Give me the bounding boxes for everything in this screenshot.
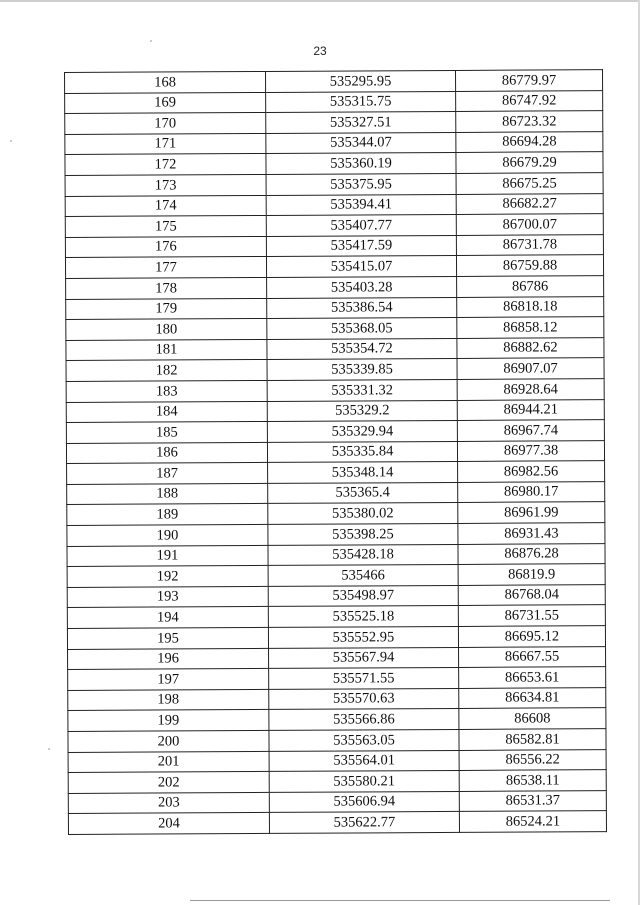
point-number-cell: 200 [68,730,269,752]
table-row [65,90,603,113]
point-number-cell: 190 [67,525,268,547]
y-coordinate-cell: 86931.43 [458,523,605,544]
point-number-cell: 176 [65,236,266,258]
point-number-cell: 177 [65,257,266,279]
x-coordinate-cell: 535386.54 [267,297,457,319]
table-row [65,152,603,175]
table-row [66,399,604,422]
y-coordinate-cell: 86876.28 [458,543,605,564]
table-row [65,131,603,154]
table-row [66,440,604,463]
point-number-cell: 182 [66,360,267,382]
x-coordinate-cell: 535417.59 [266,235,456,257]
x-coordinate-cell: 535428.18 [268,544,458,566]
x-coordinate-cell: 535563.05 [269,729,459,751]
x-coordinate-cell: 535580.21 [269,771,459,793]
table-row [66,317,604,340]
point-number-cell: 195 [67,627,268,649]
point-number-cell: 184 [66,401,267,423]
y-coordinate-cell: 86682.27 [456,193,603,214]
x-coordinate-cell: 535339.85 [267,359,457,381]
point-number-cell: 172 [65,154,266,176]
y-coordinate-cell: 86882.62 [457,337,604,358]
table-row [68,708,606,731]
x-coordinate-cell: 535360.19 [266,153,456,175]
y-coordinate-cell: 86928.64 [457,379,604,400]
x-coordinate-cell: 535606.94 [269,791,459,813]
y-coordinate-cell: 86556.22 [459,749,606,770]
point-number-cell: 168 [65,71,266,93]
x-coordinate-cell: 535394.41 [266,194,456,216]
x-coordinate-cell: 535570.63 [269,688,459,710]
y-coordinate-cell: 86779.97 [455,70,602,91]
y-coordinate-cell: 86538.11 [459,770,606,791]
x-coordinate-cell: 535295.95 [265,70,455,92]
point-number-cell: 199 [68,710,269,732]
x-coordinate-cell: 535344.07 [266,132,456,154]
point-number-cell: 202 [68,772,269,794]
point-number-cell: 179 [66,298,267,320]
table-row [68,770,606,793]
scan-speck [48,748,50,750]
table-row [68,790,606,813]
point-number-cell: 183 [66,380,267,402]
x-coordinate-cell: 535525.18 [268,606,458,628]
table-row [65,255,603,278]
y-coordinate-cell: 86653.61 [459,667,606,688]
y-coordinate-cell: 86944.21 [457,399,604,420]
table-row [67,564,605,587]
x-coordinate-cell: 535622.77 [269,812,459,834]
x-coordinate-cell: 535329.2 [267,400,457,422]
table-row [66,358,604,381]
point-number-cell: 191 [67,545,268,567]
y-coordinate-cell: 86977.38 [457,440,604,461]
y-coordinate-cell: 86700.07 [456,214,603,235]
table-row [67,605,605,628]
table-row [65,111,603,134]
table-row [67,502,605,525]
x-coordinate-cell: 535566.86 [269,709,459,731]
x-coordinate-cell: 535335.84 [267,441,457,463]
point-number-cell: 173 [65,174,266,196]
x-coordinate-cell: 535365.4 [268,482,458,504]
coordinates-table-body [65,70,607,835]
scan-edge-bottom [190,900,610,901]
x-coordinate-cell: 535329.94 [267,421,457,443]
table-row [65,70,603,93]
point-number-cell: 203 [68,792,269,814]
table-row [68,749,606,772]
table-row [67,523,605,546]
point-number-cell: 192 [67,566,268,588]
table-row [66,379,604,402]
table-row [66,296,604,319]
table-row [68,811,606,834]
y-coordinate-cell: 86818.18 [457,296,604,317]
x-coordinate-cell: 535398.25 [268,524,458,546]
x-coordinate-cell: 535571.55 [269,668,459,690]
scan-speck [150,40,152,42]
x-coordinate-cell: 535380.02 [268,503,458,525]
table-row [66,420,604,443]
x-coordinate-cell: 535552.95 [268,626,458,648]
table-row [66,276,604,299]
y-coordinate-cell: 86667.55 [459,646,606,667]
table-row [67,461,605,484]
y-coordinate-cell: 86524.21 [459,811,606,832]
y-coordinate-cell: 86679.29 [456,152,603,173]
coordinates-table [64,69,607,835]
y-coordinate-cell: 86858.12 [457,317,604,338]
y-coordinate-cell: 86731.78 [456,234,603,255]
table-row [68,729,606,752]
point-number-cell: 180 [66,319,267,341]
scan-speck [10,140,12,142]
x-coordinate-cell: 535564.01 [269,750,459,772]
table-row [65,214,603,237]
y-coordinate-cell: 86675.25 [456,173,603,194]
point-number-cell: 170 [65,113,266,135]
x-coordinate-cell: 535415.07 [266,256,456,278]
point-number-cell: 175 [65,216,266,238]
table-row [67,626,605,649]
point-number-cell: 204 [68,813,269,835]
y-coordinate-cell: 86695.12 [458,626,605,647]
x-coordinate-cell: 535368.05 [267,318,457,340]
point-number-cell: 178 [66,277,267,299]
y-coordinate-cell: 86608 [459,708,606,729]
point-number-cell: 188 [67,483,268,505]
y-coordinate-cell: 86819.9 [458,564,605,585]
x-coordinate-cell: 535331.32 [267,379,457,401]
point-number-cell: 196 [68,648,269,670]
x-coordinate-cell: 535348.14 [268,462,458,484]
point-number-cell: 193 [67,586,268,608]
x-coordinate-cell: 535567.94 [269,647,459,669]
x-coordinate-cell: 535315.75 [266,91,456,113]
y-coordinate-cell: 86582.81 [459,729,606,750]
table-row [65,173,603,196]
page-number: 23 [313,44,327,58]
table-row [67,543,605,566]
x-coordinate-cell: 535403.28 [267,276,457,298]
y-coordinate-cell: 86961.99 [458,502,605,523]
table-row [67,482,605,505]
x-coordinate-cell: 535466 [268,565,458,587]
point-number-cell: 185 [66,422,267,444]
x-coordinate-cell: 535407.77 [266,215,456,237]
y-coordinate-cell: 86768.04 [458,585,605,606]
table-row [68,646,606,669]
point-number-cell: 181 [66,339,267,361]
y-coordinate-cell: 86723.32 [456,111,603,132]
point-number-cell: 174 [65,195,266,217]
x-coordinate-cell: 535327.51 [266,112,456,134]
point-number-cell: 198 [68,689,269,711]
y-coordinate-cell: 86747.92 [456,90,603,111]
table-row [65,193,603,216]
y-coordinate-cell: 86786 [457,276,604,297]
table-row [67,585,605,608]
y-coordinate-cell: 86907.07 [457,358,604,379]
y-coordinate-cell: 86759.88 [456,255,603,276]
y-coordinate-cell: 86731.55 [458,605,605,626]
point-number-cell: 186 [66,442,267,464]
y-coordinate-cell: 86634.81 [459,687,606,708]
point-number-cell: 194 [67,607,268,629]
x-coordinate-cell: 535354.72 [267,338,457,360]
point-number-cell: 169 [65,92,266,114]
table-row [65,234,603,257]
y-coordinate-cell: 86967.74 [457,420,604,441]
table-row [66,337,604,360]
point-number-cell: 201 [68,751,269,773]
y-coordinate-cell: 86980.17 [458,482,605,503]
x-coordinate-cell: 535498.97 [268,585,458,607]
point-number-cell: 187 [67,463,268,485]
scan-edge-top [0,0,640,2]
point-number-cell: 189 [67,504,268,526]
table-row [68,667,606,690]
y-coordinate-cell: 86694.28 [456,131,603,152]
y-coordinate-cell: 86531.37 [459,790,606,811]
point-number-cell: 197 [68,669,269,691]
y-coordinate-cell: 86982.56 [458,461,605,482]
table-row [68,687,606,710]
x-coordinate-cell: 535375.95 [266,173,456,195]
point-number-cell: 171 [65,133,266,155]
